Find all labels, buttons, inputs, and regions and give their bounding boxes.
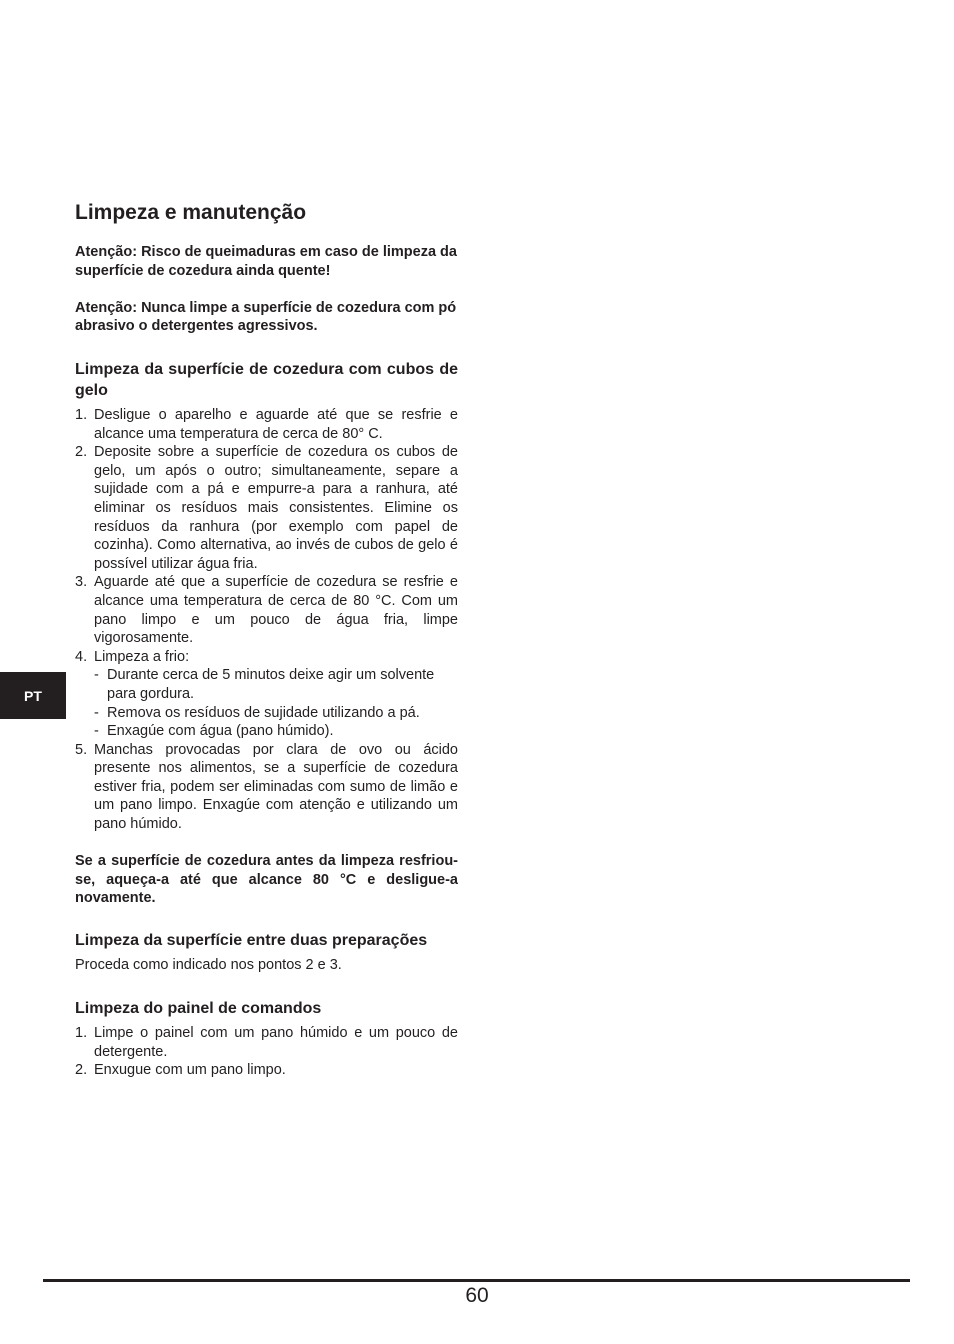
sub-list-item [94, 722, 458, 741]
sub-list-item [94, 704, 458, 723]
preheat-note: Se a superfície de cozedura antes da limpeza resfriou-se, aqueça-a até que alcance 80 °C e desligue-a novamente. [75, 853, 458, 907]
ice-cubes-steps [75, 406, 458, 834]
warning-burn: Atenção: Risco de queimaduras em caso de limpeza da superfície de cozedura ainda quente! [75, 244, 457, 279]
section-heading-ice-cubes: Limpeza da superfície de cozedura com cubos de gelo [75, 361, 458, 399]
page-number: 60 [465, 1284, 489, 1307]
step-text: Limpe o painel com um pano húmido e um pouco de detergente. [94, 1025, 458, 1060]
section-heading-control-panel: Limpeza do painel de comandos [75, 1000, 322, 1017]
step-number: 2. [75, 444, 88, 461]
substep-text: Remova os resíduos de sujidade utilizando a pá. [107, 704, 420, 721]
section-text: Proceda como indicado nos pontos 2 e 3. [75, 957, 342, 973]
step-text: Deposite sobre a superfície de cozedura os cubos de gelo, um após o outro; simultaneamente, separe a sujidade com a pá e empurre-a para a ranhura, até eliminar os resíduos mais consistentes. Elimine os resíduos da ranhura (por exemplo com papel de cozinha). Como alternativa, ao invés de cubos de gelo é possível utilizar água fria. [94, 444, 458, 572]
step-number: 5. [75, 741, 88, 758]
list-item [75, 648, 458, 741]
control-panel-steps [75, 1024, 458, 1080]
list-item [75, 1024, 458, 1061]
dash-marker: - [94, 723, 99, 740]
step-number: 1. [75, 407, 88, 423]
step-text: Aguarde até que a superfície de cozedura se resfrie e alcance uma temperatura de cerca de 80 °C. Com um pano limpo e um pouco de água fria, limpe vigorosamente. [94, 574, 458, 647]
language-tab [0, 672, 66, 719]
step-number: 4. [75, 648, 88, 665]
section-ice-cubes [75, 359, 458, 908]
section-heading-between-preparations: Limpeza da superfície entre duas preparações [75, 932, 428, 949]
language-label: PT [24, 687, 42, 704]
section-between-preparations [75, 930, 458, 975]
step-number: 2. [75, 1062, 88, 1079]
list-item [75, 1061, 458, 1080]
step-text: Manchas provocadas por clara de ovo ou ácido presente nos alimentos, se a superfície de cozedura estiver fria, podem ser eliminadas com sumo de limão e um pano limpo. Enxagúe com atenção e utilizando um pano húmido. [94, 741, 458, 833]
sub-list-item [94, 666, 458, 703]
step-number: 1. [75, 1025, 88, 1041]
dash-marker: - [94, 667, 99, 684]
section-control-panel [75, 998, 458, 1080]
page-title: Limpeza e manutenção [75, 201, 307, 224]
cold-cleaning-substeps [94, 666, 458, 740]
list-item [75, 406, 458, 443]
step-number: 3. [75, 574, 88, 591]
warning-abrasive: Atenção: Nunca limpe a superfície de cozedura com pó abrasivo o detergentes agressivos. [75, 299, 457, 335]
list-item [75, 573, 458, 647]
list-item [75, 741, 458, 834]
list-item [75, 443, 458, 573]
warning-block [75, 243, 458, 336]
step-text: Desligue o aparelho e aguarde até que se resfrie e alcance uma temperatura de cerca de 80° C. [94, 407, 458, 442]
step-text: Limpeza a frio: [94, 648, 190, 665]
dash-marker: - [94, 704, 99, 721]
substep-text: Enxagúe com água (pano húmido). [107, 723, 334, 740]
step-text: Enxugue com um pano limpo. [94, 1062, 286, 1079]
substep-text: Durante cerca de 5 minutos deixe agir um solvente para gordura. [107, 667, 435, 702]
